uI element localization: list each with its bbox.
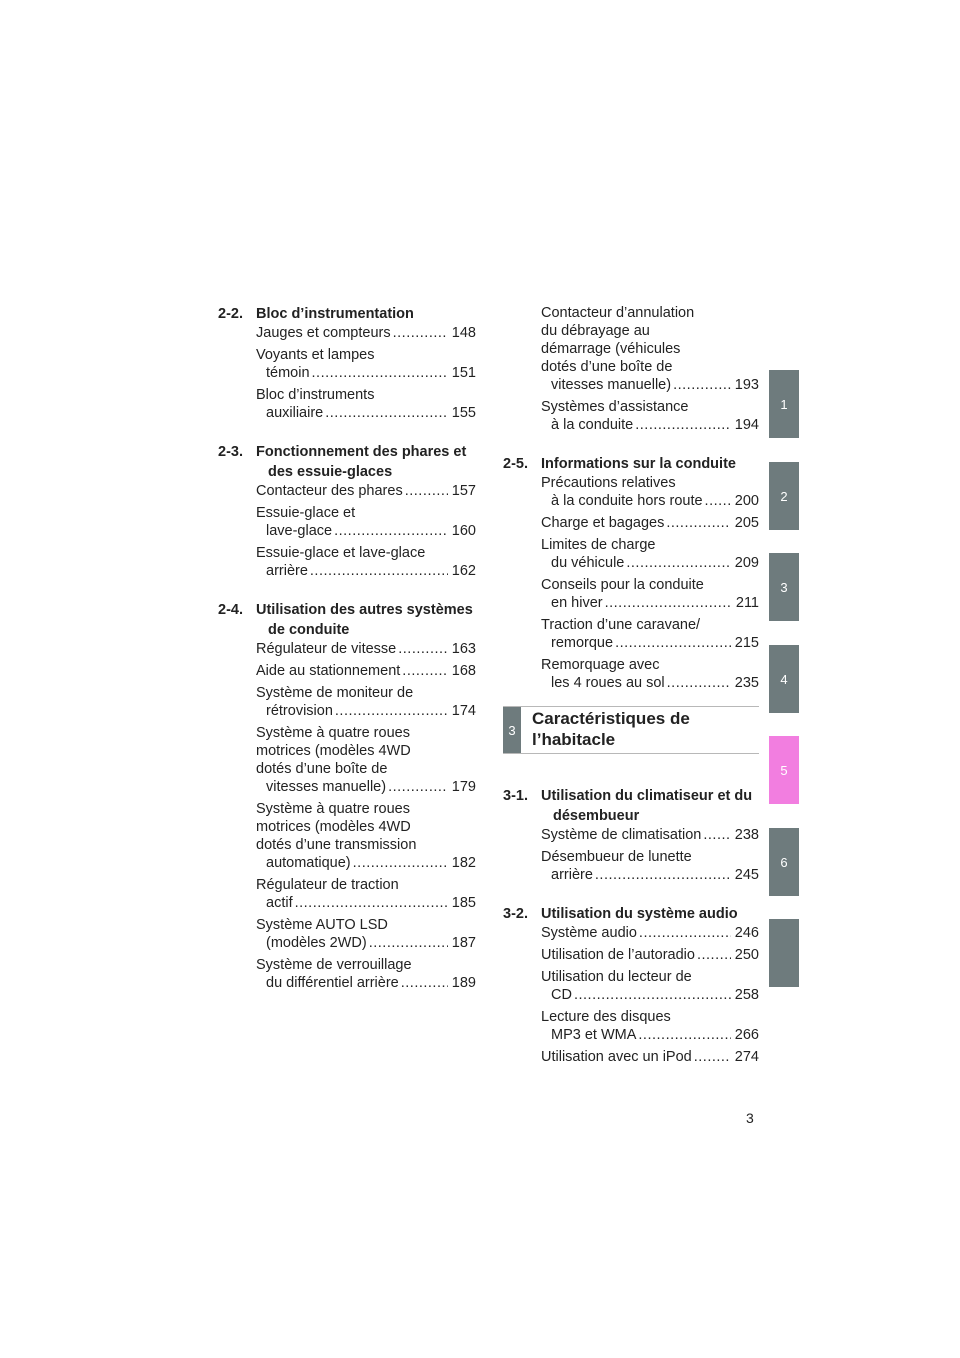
entry-final-line [256, 324, 476, 342]
entry-text-line: actif [266, 895, 293, 911]
entry-text-line: Conseils pour la conduite [541, 577, 704, 593]
chapter-tab-6[interactable]: 6 [769, 828, 799, 896]
entry-page-number: 151 [451, 365, 476, 381]
entry-text-line: vitesses manuelle) [266, 779, 387, 795]
entry-text-line: du différentiel arrière [266, 975, 399, 991]
entry-page-number: 245 [734, 867, 759, 883]
toc-entry[interactable] [541, 576, 759, 612]
entry-text-line: du véhicule [551, 555, 625, 571]
entry-final-line [256, 522, 476, 540]
entry-text-line: automatique) [266, 855, 351, 871]
entry-text-line: Essuie-glace et lave-glace [256, 545, 426, 561]
entry-text-line: Traction d’une caravane/ [541, 617, 701, 633]
entry-text-line: Désembueur de lunette [541, 849, 692, 865]
spacer [218, 584, 476, 600]
entry-final-line [541, 554, 759, 572]
entry-text-line: motrices (modèles 4WD [256, 819, 411, 835]
toc-entry[interactable] [541, 536, 759, 572]
toc-entry[interactable] [541, 1008, 759, 1044]
toc-entry[interactable] [256, 346, 476, 382]
entry-text-line: motrices (modèles 4WD [256, 743, 411, 759]
toc-right-column [503, 304, 759, 1070]
entry-text-line: les 4 roues au sol [551, 675, 665, 691]
entry-text-line: Aide au stationnement [256, 663, 401, 679]
dot-leader [615, 634, 731, 652]
entry-text-line: du débrayage au [541, 323, 650, 339]
entry-text-line: CD [551, 987, 572, 1003]
toc-entry[interactable] [541, 968, 759, 1004]
dot-leader [310, 562, 448, 580]
section-title: Utilisation des autres systèmes de conduite [256, 602, 473, 638]
entry-page-number: 209 [734, 555, 759, 571]
entry-final-line [256, 404, 476, 422]
entry-page-number: 250 [734, 947, 759, 963]
section-title: Utilisation du climatiseur et du désembueur [541, 788, 753, 824]
toc-entry[interactable] [256, 640, 476, 658]
spacer [503, 696, 759, 704]
entry-text-line: arrière [266, 563, 308, 579]
entry-final-line [256, 364, 476, 382]
entry-text-line: dotés d’une transmission [256, 837, 417, 853]
entry-text-line: Utilisation de l’autoradio [541, 947, 695, 963]
entry-page-number: 258 [734, 987, 759, 1003]
toc-entry[interactable] [541, 848, 759, 884]
toc-entry[interactable] [541, 826, 759, 844]
entry-text-line: à la conduite hors route [551, 493, 703, 509]
toc-entry[interactable] [256, 916, 476, 952]
entry-text-line: (modèles 2WD) [266, 935, 367, 951]
dot-leader [626, 554, 731, 572]
entry-text-line: Limites de charge [541, 537, 656, 553]
entry-text-line: vitesses manuelle) [551, 377, 672, 393]
entry-text-line: dotés d’une boîte de [256, 761, 388, 777]
entry-final-line [541, 826, 759, 844]
entry-text-line: Charge et bagages [541, 515, 665, 531]
entry-page-number: 200 [734, 493, 759, 509]
dot-leader [605, 594, 731, 612]
spacer [218, 426, 476, 442]
entry-final-line [256, 854, 476, 872]
entry-final-line [256, 662, 476, 680]
entry-page-number: 211 [735, 595, 759, 611]
entry-final-line [541, 674, 759, 692]
section-number: 2-5. [503, 456, 528, 472]
section-heading [503, 454, 759, 474]
entry-page-number: 160 [451, 523, 476, 539]
dot-leader [673, 376, 731, 394]
dot-leader [635, 416, 731, 434]
chapter-tab-blank[interactable] [769, 919, 799, 987]
entry-page-number: 148 [451, 325, 476, 341]
entry-final-line [541, 514, 759, 532]
dot-leader [638, 1026, 731, 1044]
entry-final-line [541, 1026, 759, 1044]
toc-entry[interactable] [256, 800, 476, 872]
toc-entry[interactable] [256, 662, 476, 680]
chapter-tab-1[interactable]: 1 [769, 370, 799, 438]
chapter-title: Caractéristiques de l’habitacle [532, 709, 690, 749]
toc-entry[interactable] [541, 514, 759, 532]
entry-text-line: Système de moniteur de [256, 685, 414, 701]
entry-text-line: Systèmes d’assistance [541, 399, 689, 415]
toc-entry[interactable] [256, 684, 476, 720]
section-title: Utilisation du système audio [541, 906, 738, 922]
entry-page-number: 174 [451, 703, 476, 719]
entry-text-line: dotés d’une boîte de [541, 359, 673, 375]
section-heading [218, 304, 476, 324]
entry-page-number: 194 [734, 417, 759, 433]
spacer [503, 888, 759, 904]
entry-text-line: MP3 et WMA [551, 1027, 637, 1043]
entry-text-line: Régulateur de traction [256, 877, 399, 893]
chapter-number-badge: 3 [503, 707, 521, 753]
entry-final-line [541, 416, 759, 434]
entry-page-number: 235 [734, 675, 759, 691]
entry-text-line: démarrage (véhicules [541, 341, 681, 357]
chapter-tab-4[interactable]: 4 [769, 645, 799, 713]
entry-text-line: à la conduite [551, 417, 634, 433]
dot-leader [353, 854, 448, 872]
entry-text-line: Système à quatre roues [256, 725, 410, 741]
dot-leader [402, 662, 448, 680]
entry-text-line: témoin [266, 365, 310, 381]
entry-text-line: Système de climatisation [541, 827, 702, 843]
entry-page-number: 274 [734, 1049, 759, 1065]
chapter-tab-5[interactable]: 5 [769, 736, 799, 804]
toc-entry[interactable] [541, 946, 759, 964]
dot-leader [393, 324, 448, 342]
toc-entry[interactable] [256, 724, 476, 796]
entry-final-line [541, 946, 759, 964]
section-title: Bloc d’instrumentation [256, 306, 414, 322]
chapter-heading [503, 706, 759, 754]
entry-text-line: Contacteur d’annulation [541, 305, 695, 321]
entry-page-number: 182 [451, 855, 476, 871]
toc-entry[interactable] [541, 1048, 759, 1066]
entry-text-line: Voyants et lampes [256, 347, 375, 363]
entry-text-line: Système de verrouillage [256, 957, 412, 973]
entry-text-line: remorque [551, 635, 614, 651]
entry-final-line [541, 1048, 759, 1066]
entry-text-line: Utilisation avec un iPod [541, 1049, 692, 1065]
dot-leader [697, 946, 731, 964]
toc-entry[interactable] [541, 304, 759, 394]
entry-page-number: 163 [451, 641, 476, 657]
entry-final-line [256, 640, 476, 658]
toc-entry[interactable] [256, 504, 476, 540]
section-title: Informations sur la conduite [541, 456, 736, 472]
entry-final-line [541, 492, 759, 510]
entry-final-line [256, 482, 476, 500]
entry-text-line: Système audio [541, 925, 637, 941]
entry-text-line: Remorquage avec [541, 657, 660, 673]
toc-entry[interactable] [541, 924, 759, 942]
dot-leader [595, 866, 731, 884]
section-heading [503, 904, 759, 924]
section-number: 3-2. [503, 906, 528, 922]
toc-entry[interactable] [256, 482, 476, 500]
entry-text-line: rétrovision [266, 703, 333, 719]
entry-text-line: Régulateur de vitesse [256, 641, 397, 657]
entry-text-line: Système AUTO LSD [256, 917, 388, 933]
toc-entry[interactable] [256, 876, 476, 912]
entry-final-line [541, 594, 759, 612]
toc-left-column [218, 304, 476, 996]
dot-leader [694, 1048, 731, 1066]
dot-leader [574, 986, 731, 1004]
entry-final-line [541, 634, 759, 652]
entry-final-line [541, 376, 759, 394]
entry-page-number: 246 [734, 925, 759, 941]
entry-page-number: 162 [451, 563, 476, 579]
dot-leader [405, 482, 448, 500]
section-number: 2-2. [218, 306, 243, 322]
chapter-tab-3[interactable]: 3 [769, 553, 799, 621]
spacer [503, 438, 759, 454]
entry-page-number: 157 [451, 483, 476, 499]
section-number: 2-3. [218, 444, 243, 460]
entry-text-line: Système à quatre roues [256, 801, 410, 817]
entry-page-number: 187 [451, 935, 476, 951]
entry-text-line: Bloc d’instruments [256, 387, 375, 403]
entry-page-number: 266 [734, 1027, 759, 1043]
chapter-tab-2[interactable]: 2 [769, 462, 799, 530]
section-number: 3-1. [503, 788, 528, 804]
entry-page-number: 168 [451, 663, 476, 679]
entry-final-line [256, 702, 476, 720]
toc-entry[interactable] [541, 398, 759, 434]
dot-leader [666, 514, 731, 532]
toc-entry[interactable] [256, 544, 476, 580]
entry-page-number: 185 [451, 895, 476, 911]
entry-page-number: 205 [734, 515, 759, 531]
entry-text-line: Jauges et compteurs [256, 325, 391, 341]
toc-entry[interactable] [256, 324, 476, 342]
entry-text-line: Précautions relatives [541, 475, 676, 491]
dot-leader [369, 934, 448, 952]
section-heading [218, 600, 476, 640]
dot-leader [312, 364, 448, 382]
toc-entry[interactable] [541, 656, 759, 692]
entry-text-line: Essuie-glace et [256, 505, 356, 521]
dot-leader [705, 492, 731, 510]
dot-leader [334, 522, 448, 540]
toc-entry[interactable] [256, 956, 476, 992]
entry-final-line [256, 778, 476, 796]
entry-text-line: lave-glace [266, 523, 333, 539]
dot-leader [295, 894, 448, 912]
entry-final-line [541, 924, 759, 942]
entry-final-line [256, 562, 476, 580]
entry-final-line [256, 894, 476, 912]
toc-entry[interactable] [541, 474, 759, 510]
entry-page-number: 238 [734, 827, 759, 843]
entry-text-line: en hiver [551, 595, 603, 611]
entry-text-line: Contacteur des phares [256, 483, 403, 499]
page-number: 3 [746, 1110, 754, 1126]
entry-page-number: 189 [451, 975, 476, 991]
section-title: Fonctionnement des phares et des essuie-glaces [256, 444, 467, 480]
dot-leader [703, 826, 731, 844]
entry-text-line: arrière [551, 867, 593, 883]
entry-final-line [541, 866, 759, 884]
dot-leader [335, 702, 448, 720]
dot-leader [667, 674, 731, 692]
entry-page-number: 215 [734, 635, 759, 651]
entry-final-line [256, 974, 476, 992]
dot-leader [325, 404, 448, 422]
spacer [503, 754, 759, 770]
dot-leader [639, 924, 731, 942]
section-heading [218, 442, 476, 482]
entry-page-number: 179 [451, 779, 476, 795]
toc-entry[interactable] [256, 386, 476, 422]
entry-page-number: 193 [734, 377, 759, 393]
entry-text-line: auxiliaire [266, 405, 324, 421]
dot-leader [398, 640, 448, 658]
dot-leader [401, 974, 448, 992]
entry-final-line [256, 934, 476, 952]
entry-text-line: Lecture des disques [541, 1009, 671, 1025]
entry-final-line [541, 986, 759, 1004]
section-heading [503, 786, 759, 826]
section-number: 2-4. [218, 602, 243, 618]
dot-leader [388, 778, 448, 796]
entry-text-line: Utilisation du lecteur de [541, 969, 692, 985]
toc-entry[interactable] [541, 616, 759, 652]
spacer [503, 770, 759, 786]
entry-page-number: 155 [451, 405, 476, 421]
